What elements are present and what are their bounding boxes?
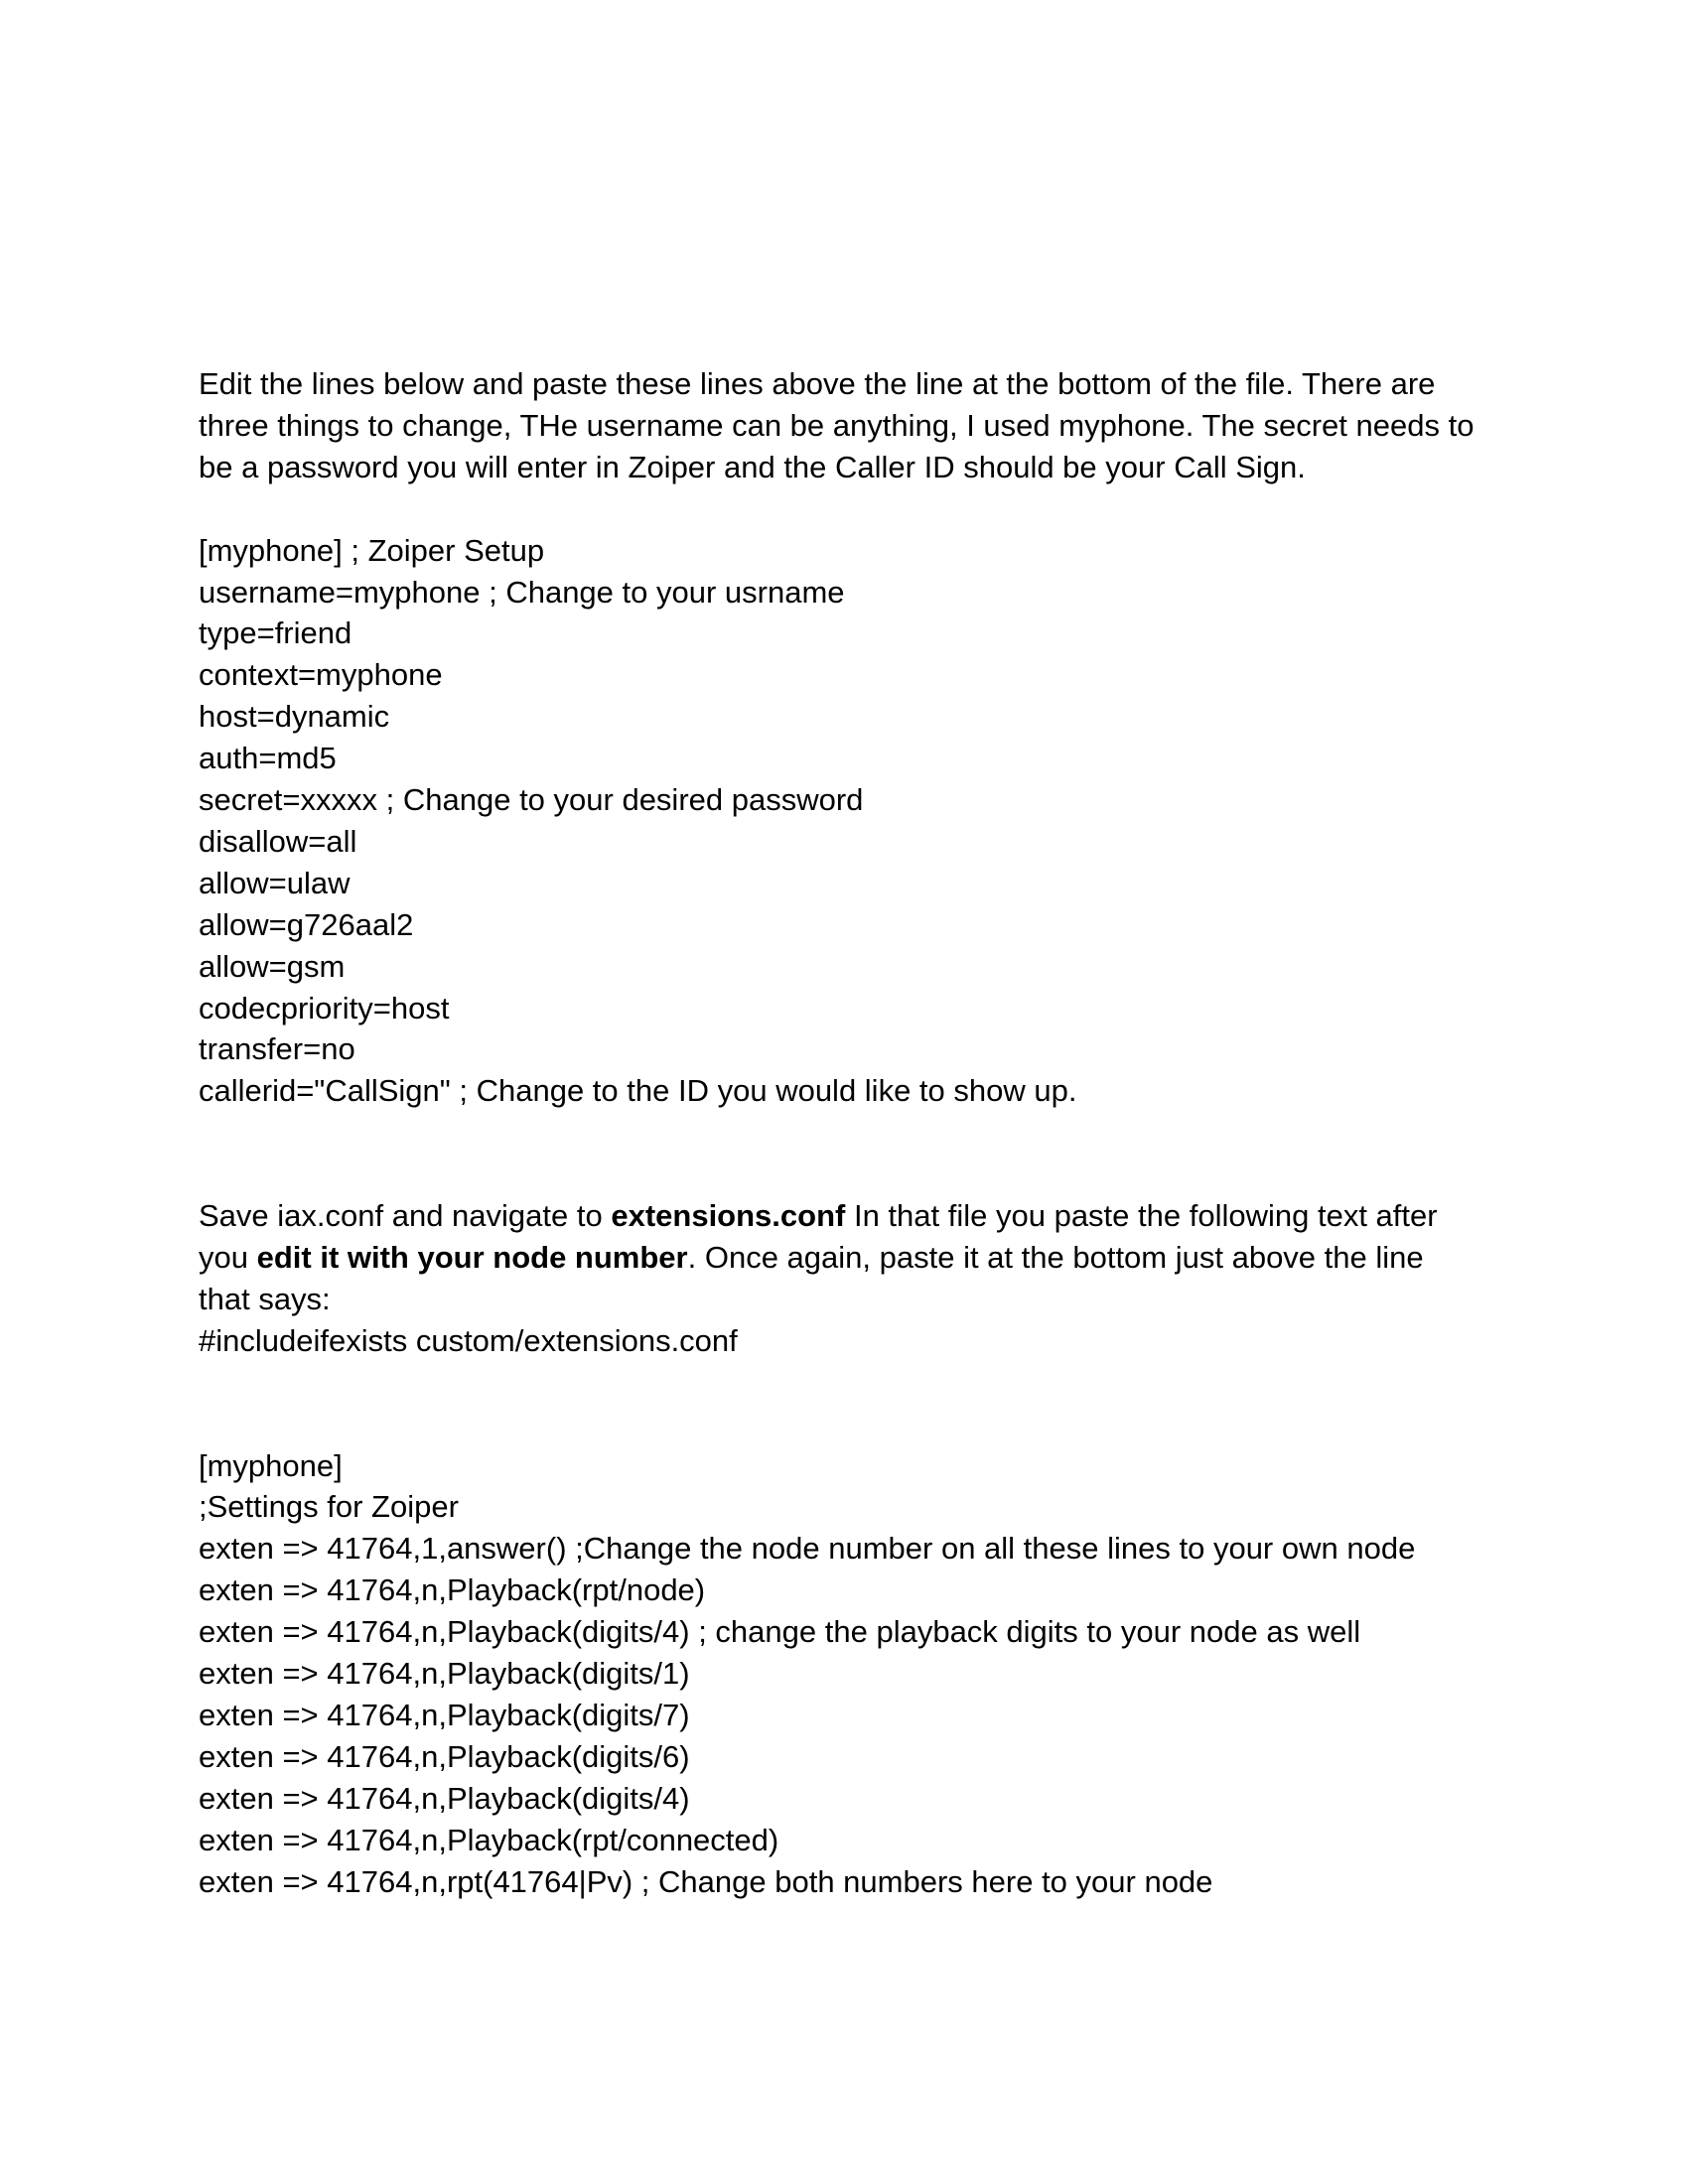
config-line: type=friend [199, 615, 352, 651]
spacer [199, 1112, 1509, 1195]
config-line: host=dynamic [199, 699, 390, 735]
instruction-text: Save iax.conf and navigate to [199, 1198, 612, 1234]
filename-bold: extensions.conf [611, 1198, 846, 1234]
instruction-text: In that file you paste the following text after [845, 1198, 1438, 1234]
config-line: secret=xxxxx ; Change to your desired password [199, 782, 864, 818]
config-line: exten => 41764,n,Playback(digits/7) [199, 1697, 690, 1732]
config-line: disallow=all [199, 823, 357, 859]
intro-paragraph [199, 363, 1509, 488]
config-line: context=myphone [199, 657, 443, 693]
config-line: exten => 41764,n,Playback(digits/4) ; change the playback digits to your node as well [199, 1614, 1361, 1650]
extensions-config-block [199, 1445, 1509, 1903]
intro-line: three things to change, THe username can be anything, I used myphone. The secret needs to [199, 407, 1475, 443]
config-line: [myphone] [199, 1447, 343, 1483]
instruction-line [199, 1195, 1509, 1237]
config-line: allow=ulaw [199, 865, 351, 900]
emphasis-bold: edit it with your node number [256, 1240, 688, 1275]
config-line: exten => 41764,n,Playback(rpt/connected) [199, 1822, 779, 1857]
config-line: exten => 41764,n,Playback(digits/4) [199, 1780, 690, 1816]
spacer [199, 1362, 1509, 1445]
intro-line: be a password you will enter in Zoiper and the Caller ID should be your Call Sign. [199, 449, 1306, 484]
config-line: transfer=no [199, 1031, 355, 1067]
instructions-paragraph [199, 1195, 1509, 1362]
instruction-text: you [199, 1240, 257, 1275]
spacer [199, 488, 1509, 530]
instruction-text: . Once again, paste it at the bottom just above the line [687, 1240, 1424, 1275]
config-line: auth=md5 [199, 741, 337, 776]
instruction-line [199, 1237, 1509, 1279]
config-line: callerid="CallSign" ; Change to the ID you would like to show up. [199, 1073, 1077, 1109]
document-page [199, 363, 1509, 1902]
config-line: allow=gsm [199, 948, 346, 984]
config-line: ;Settings for Zoiper [199, 1489, 459, 1525]
config-line: [myphone] ; Zoiper Setup [199, 532, 545, 568]
include-directive: #includeifexists custom/extensions.conf [199, 1322, 738, 1358]
config-line: username=myphone ; Change to your usrname [199, 574, 845, 610]
iax-config-block [199, 530, 1509, 1113]
config-line: exten => 41764,n,Playback(digits/6) [199, 1738, 690, 1774]
config-line: exten => 41764,n,Playback(rpt/node) [199, 1572, 706, 1608]
config-line: exten => 41764,n,Playback(digits/1) [199, 1656, 690, 1692]
config-line: exten => 41764,n,rpt(41764|Pv) ; Change both numbers here to your node [199, 1863, 1213, 1899]
config-line: exten => 41764,1,answer() ;Change the node number on all these lines to your own node [199, 1531, 1416, 1567]
intro-line: Edit the lines below and paste these lines above the line at the bottom of the file. There are [199, 366, 1436, 401]
instruction-line: that says: [199, 1281, 331, 1316]
config-line: allow=g726aal2 [199, 906, 414, 942]
config-line: codecpriority=host [199, 990, 450, 1025]
